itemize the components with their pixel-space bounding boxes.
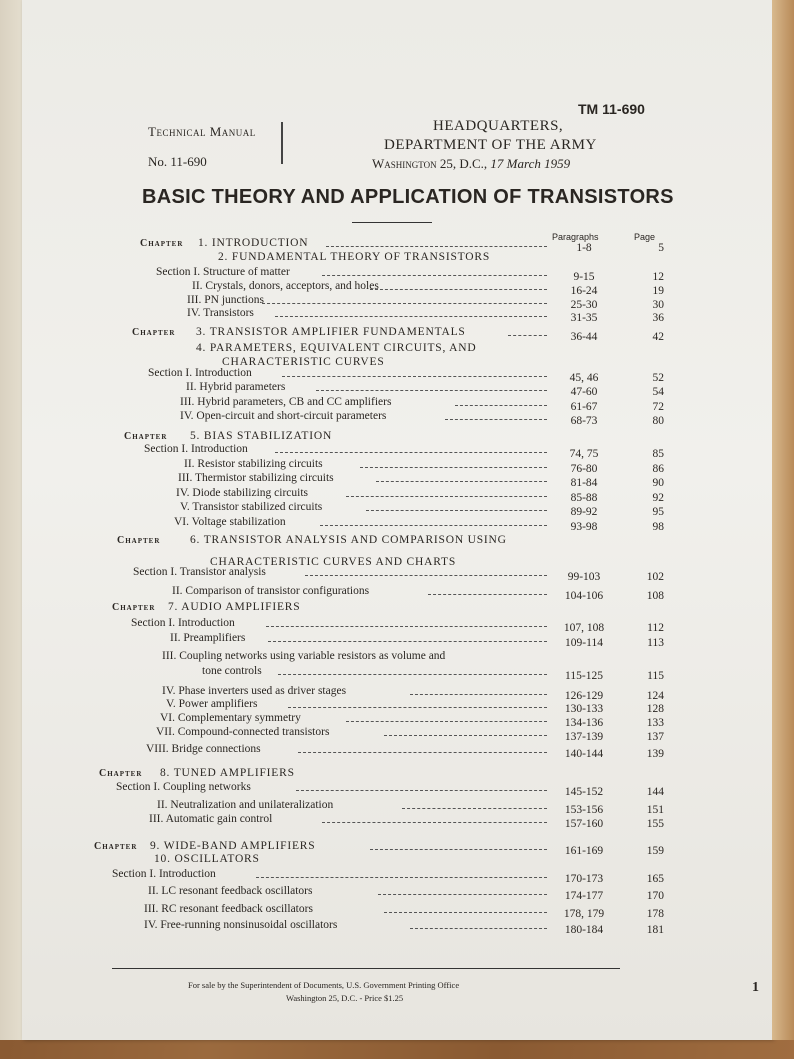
toc-entry: [0, 685, 794, 702]
toc-entry-title: II. Hybrid parameters: [186, 381, 286, 393]
hq-dateline: [372, 156, 570, 172]
toc-paragraphs: 31-35: [570, 312, 598, 324]
toc-entry: [0, 601, 794, 615]
toc-paragraphs: 1-8: [576, 242, 592, 254]
hq-line1: HEADQUARTERS,: [433, 118, 564, 134]
toc-page: 124: [646, 690, 664, 702]
toc-entry-title: 2. FUNDAMENTAL THEORY OF TRANSISTORS: [218, 251, 491, 263]
toc-entry-title: 8. TUNED AMPLIFIERS: [160, 767, 295, 779]
leader-dots: [455, 396, 547, 406]
toc-entry: [0, 885, 794, 902]
toc-paragraphs: 145-152: [564, 786, 604, 798]
toc-entry: [0, 665, 794, 682]
toc-page: 42: [652, 331, 664, 343]
toc-entry: [0, 698, 794, 715]
toc-entry-title: V. Transistor stabilized circuits: [180, 501, 323, 513]
leader-dots: [262, 294, 547, 304]
title-rule: [352, 222, 432, 223]
toc-paragraphs: 99-103: [567, 571, 601, 583]
toc-page: 181: [646, 924, 664, 936]
toc-entry-title: Section I. Coupling networks: [116, 781, 251, 793]
leader-dots: [428, 585, 547, 595]
toc-entry-title: V. Power amplifiers: [166, 698, 258, 710]
toc-entry-title: 7. AUDIO AMPLIFIERS: [168, 601, 301, 613]
toc-page: 36: [652, 312, 664, 324]
leader-dots: [402, 799, 547, 809]
toc-entry-title: CHARACTERISTIC CURVES: [222, 356, 385, 368]
toc-entry: [0, 617, 794, 634]
leader-dots: [384, 726, 547, 736]
toc-page: 52: [652, 372, 664, 384]
toc-entry-title: 3. TRANSISTOR AMPLIFIER FUNDAMENTALS: [196, 326, 466, 338]
leader-dots: [320, 516, 547, 526]
toc-entry: [0, 767, 794, 781]
toc-entry-title: III. Hybrid parameters, CB and CC amplifiers: [180, 396, 392, 408]
tm-code: TM 11-690: [578, 101, 645, 117]
toc-entry-title: Section I. Structure of matter: [156, 266, 290, 278]
chapter-prefix: Chapter: [140, 238, 184, 249]
toc-page: 178: [646, 908, 664, 920]
toc-paragraphs: 81-84: [570, 477, 598, 489]
toc-entry-title: III. PN junctions: [187, 294, 264, 306]
toc-page: 5: [658, 242, 664, 254]
toc-entry: [0, 472, 794, 489]
toc-entry: [0, 919, 794, 936]
toc-entry: [0, 566, 794, 583]
leader-dots: [275, 443, 547, 453]
toc-paragraphs: 47-60: [570, 386, 598, 398]
toc-entry-title: Section I. Introduction: [112, 868, 216, 880]
toc-paragraphs: 89-92: [570, 506, 598, 518]
toc-paragraphs: 36-44: [570, 331, 598, 343]
leader-dots: [326, 237, 547, 247]
toc-page: 159: [646, 845, 664, 857]
toc-entry: [0, 430, 794, 444]
paragraphs-column-header: Paragraphs: [552, 232, 599, 242]
toc-entry: [0, 326, 794, 343]
page-number: 1: [752, 980, 759, 995]
toc-paragraphs: 85-88: [570, 492, 598, 504]
toc-page: 137: [646, 731, 664, 743]
toc-entry: [0, 799, 794, 816]
hq-place: Washington 25, D.C.,: [372, 156, 488, 171]
page-column-header: Page: [634, 232, 656, 242]
toc-paragraphs: 170-173: [564, 873, 604, 885]
toc-page: 98: [652, 521, 664, 533]
toc-page: 112: [647, 622, 664, 634]
toc-entry-title: tone controls: [202, 665, 262, 677]
hq-line2: DEPARTMENT OF THE ARMY: [384, 137, 597, 153]
toc-page: 115: [647, 670, 664, 682]
toc-page: 113: [647, 637, 664, 649]
toc-page: 133: [646, 717, 664, 729]
toc-entry-title: VIII. Bridge connections: [146, 743, 261, 755]
toc-page: 155: [646, 818, 664, 830]
toc-page: 95: [652, 506, 664, 518]
toc-paragraphs: 68-73: [570, 415, 598, 427]
technical-manual-label: Technical Manual: [148, 124, 256, 139]
toc-page: 86: [652, 463, 664, 475]
toc-entry-title: Section I. Transistor analysis: [133, 566, 266, 578]
toc-entry: [0, 396, 794, 413]
toc-entry: [0, 868, 794, 885]
hq-date: 17 March 1959: [490, 156, 571, 171]
leader-dots: [508, 326, 547, 336]
toc-page: 90: [652, 477, 664, 489]
toc-entry-title: IV. Open-circuit and short-circuit parameters: [180, 410, 387, 422]
toc-entry-title: 10. OSCILLATORS: [154, 853, 260, 865]
leader-dots: [376, 472, 547, 482]
toc-entry-title: VII. Compound-connected transistors: [156, 726, 330, 738]
toc-entry: [0, 381, 794, 398]
toc-entry: [0, 280, 794, 297]
toc-entry-title: 9. WIDE-BAND AMPLIFIERS: [150, 840, 316, 852]
toc-paragraphs: 126-129: [564, 690, 604, 702]
toc-paragraphs: 174-177: [564, 890, 604, 902]
chapter-prefix: Chapter: [132, 327, 176, 338]
toc-entry-title: III. Thermistor stabilizing circuits: [178, 472, 334, 484]
toc-paragraphs: 93-98: [570, 521, 598, 533]
toc-page: 30: [652, 299, 664, 311]
leader-dots: [445, 410, 547, 420]
toc-entry: [0, 458, 794, 475]
footer-rule: [112, 968, 620, 969]
toc-entry-title: 1. INTRODUCTION: [198, 237, 309, 249]
toc-entry: [0, 367, 794, 384]
chapter-prefix: Chapter: [99, 768, 143, 779]
toc-page: 54: [652, 386, 664, 398]
toc-entry-title: IV. Diode stabilizing circuits: [176, 487, 309, 499]
leader-dots: [305, 566, 547, 576]
page-title: BASIC THEORY AND APPLICATION OF TRANSISTORS: [142, 186, 674, 208]
leader-dots: [322, 813, 547, 823]
toc-entry: [0, 443, 794, 460]
toc-entry: [0, 251, 794, 265]
toc-entry: [0, 632, 794, 649]
toc-page: 165: [646, 873, 664, 885]
leader-dots: [346, 487, 547, 497]
toc-entry: [0, 726, 794, 743]
toc-paragraphs: 178, 179: [563, 908, 605, 920]
toc-page: 151: [646, 804, 664, 816]
toc-entry: [0, 294, 794, 311]
toc-paragraphs: 25-30: [570, 299, 598, 311]
toc-page: 139: [646, 748, 664, 760]
leader-dots: [278, 665, 547, 675]
toc-entry: [0, 853, 794, 867]
toc-entry-title: IV. Phase inverters used as driver stages: [162, 685, 347, 697]
leader-dots: [360, 458, 547, 468]
toc-paragraphs: 180-184: [564, 924, 604, 936]
toc-paragraphs: 137-139: [564, 731, 604, 743]
toc-paragraphs: 9-15: [573, 271, 595, 283]
toc-entry: [0, 410, 794, 427]
toc-page: 108: [646, 590, 664, 602]
leader-dots: [370, 840, 547, 850]
price-notice: Washington 25, D.C. - Price $1.25: [286, 993, 404, 1003]
toc-page: 80: [652, 415, 664, 427]
toc-paragraphs: 153-156: [564, 804, 604, 816]
toc-entry: [0, 307, 794, 324]
toc-entry-title: Section I. Introduction: [144, 443, 248, 455]
toc-paragraphs: 161-169: [564, 845, 604, 857]
chapter-prefix: Chapter: [94, 841, 138, 852]
toc-entry: [0, 237, 794, 254]
toc-entry: [0, 534, 794, 548]
toc-paragraphs: 109-114: [565, 637, 603, 649]
toc-entry: [0, 585, 794, 602]
leader-dots: [316, 381, 547, 391]
toc-entry-title: II. Neutralization and unilateralization: [157, 799, 334, 811]
leader-dots: [370, 280, 547, 290]
toc-entry-title: II. LC resonant feedback oscillators: [148, 885, 313, 897]
toc-entry-title: IV. Transistors: [187, 307, 254, 319]
toc-entry: [0, 813, 794, 830]
leader-dots: [410, 919, 547, 929]
toc-entry-title: Section I. Introduction: [148, 367, 252, 379]
toc-entry-title: 5. BIAS STABILIZATION: [190, 430, 333, 442]
toc-paragraphs: 157-160: [564, 818, 604, 830]
manual-number: No. 11-690: [148, 154, 207, 169]
toc-paragraphs: 115-125: [565, 670, 603, 682]
toc-entry-title: II. Comparison of transistor configurations: [172, 585, 370, 597]
chapter-prefix: Chapter: [112, 602, 156, 613]
toc-entry: [0, 781, 794, 798]
chapter-prefix: Chapter: [117, 535, 161, 546]
toc-entry-title: III. RC resonant feedback oscillators: [144, 903, 313, 915]
toc-page: 102: [646, 571, 664, 583]
toc-page: 144: [646, 786, 664, 798]
leader-dots: [288, 698, 547, 708]
toc-entry-title: III. Coupling networks using variable resistors as volume and: [162, 650, 446, 662]
leader-dots: [275, 307, 547, 317]
toc-page: 128: [646, 703, 664, 715]
toc-page: 92: [652, 492, 664, 504]
toc-entry-title: II. Crystals, donors, acceptors, and holes: [192, 280, 379, 292]
toc-entry: [0, 840, 794, 857]
toc-paragraphs: 74, 75: [569, 448, 599, 460]
leader-dots: [268, 632, 547, 642]
toc-paragraphs: 76-80: [570, 463, 598, 475]
toc-page: 170: [646, 890, 664, 902]
leader-dots: [384, 903, 547, 913]
toc-paragraphs: 61-67: [570, 401, 598, 413]
toc-entry-title: CHARACTERISTIC CURVES AND CHARTS: [210, 556, 457, 568]
toc-page: 12: [652, 271, 664, 283]
leader-dots: [346, 712, 547, 722]
toc-page: 72: [652, 401, 664, 413]
header-divider: [281, 122, 283, 164]
leader-dots: [410, 685, 547, 695]
toc-entry-title: II. Preamplifiers: [170, 632, 246, 644]
toc-entry: [0, 516, 794, 533]
toc-entry-title: VI. Voltage stabilization: [174, 516, 286, 528]
sale-notice: For sale by the Superintendent of Documents, U.S. Government Printing Office: [188, 980, 460, 990]
toc-entry-title: 6. TRANSISTOR ANALYSIS AND COMPARISON USING: [190, 534, 507, 546]
leader-dots: [298, 743, 547, 753]
toc-entry: [0, 712, 794, 729]
toc-entry: [0, 342, 794, 356]
toc-entry-title: III. Automatic gain control: [149, 813, 273, 825]
leader-dots: [322, 266, 547, 276]
toc-entry-title: VI. Complementary symmetry: [160, 712, 301, 724]
toc-page: 85: [652, 448, 664, 460]
leader-dots: [366, 501, 547, 511]
toc-entry: [0, 487, 794, 504]
toc-page: 19: [652, 285, 664, 297]
toc-paragraphs: 134-136: [564, 717, 604, 729]
toc-entry: [0, 903, 794, 920]
toc-paragraphs: 16-24: [570, 285, 598, 297]
toc-entry-title: Section I. Introduction: [131, 617, 235, 629]
leader-dots: [378, 885, 547, 895]
toc-paragraphs: 45, 46: [569, 372, 599, 384]
toc-entry-title: IV. Free-running nonsinusoidal oscillators: [144, 919, 338, 931]
toc-entry: [0, 501, 794, 518]
toc-entry-title: II. Resistor stabilizing circuits: [184, 458, 323, 470]
toc-paragraphs: 107, 108: [563, 622, 605, 634]
leader-dots: [296, 781, 547, 791]
leader-dots: [282, 367, 547, 377]
chapter-prefix: Chapter: [124, 431, 168, 442]
leader-dots: [256, 868, 547, 878]
toc-entry-title: 4. PARAMETERS, EQUIVALENT CIRCUITS, AND: [196, 342, 477, 354]
toc-paragraphs: 104-106: [564, 590, 604, 602]
toc-entry: [0, 650, 794, 664]
toc-entry: [0, 743, 794, 760]
toc-paragraphs: 140-144: [564, 748, 604, 760]
toc-paragraphs: 130-133: [564, 703, 604, 715]
leader-dots: [266, 617, 547, 627]
toc-entry: [0, 266, 794, 283]
